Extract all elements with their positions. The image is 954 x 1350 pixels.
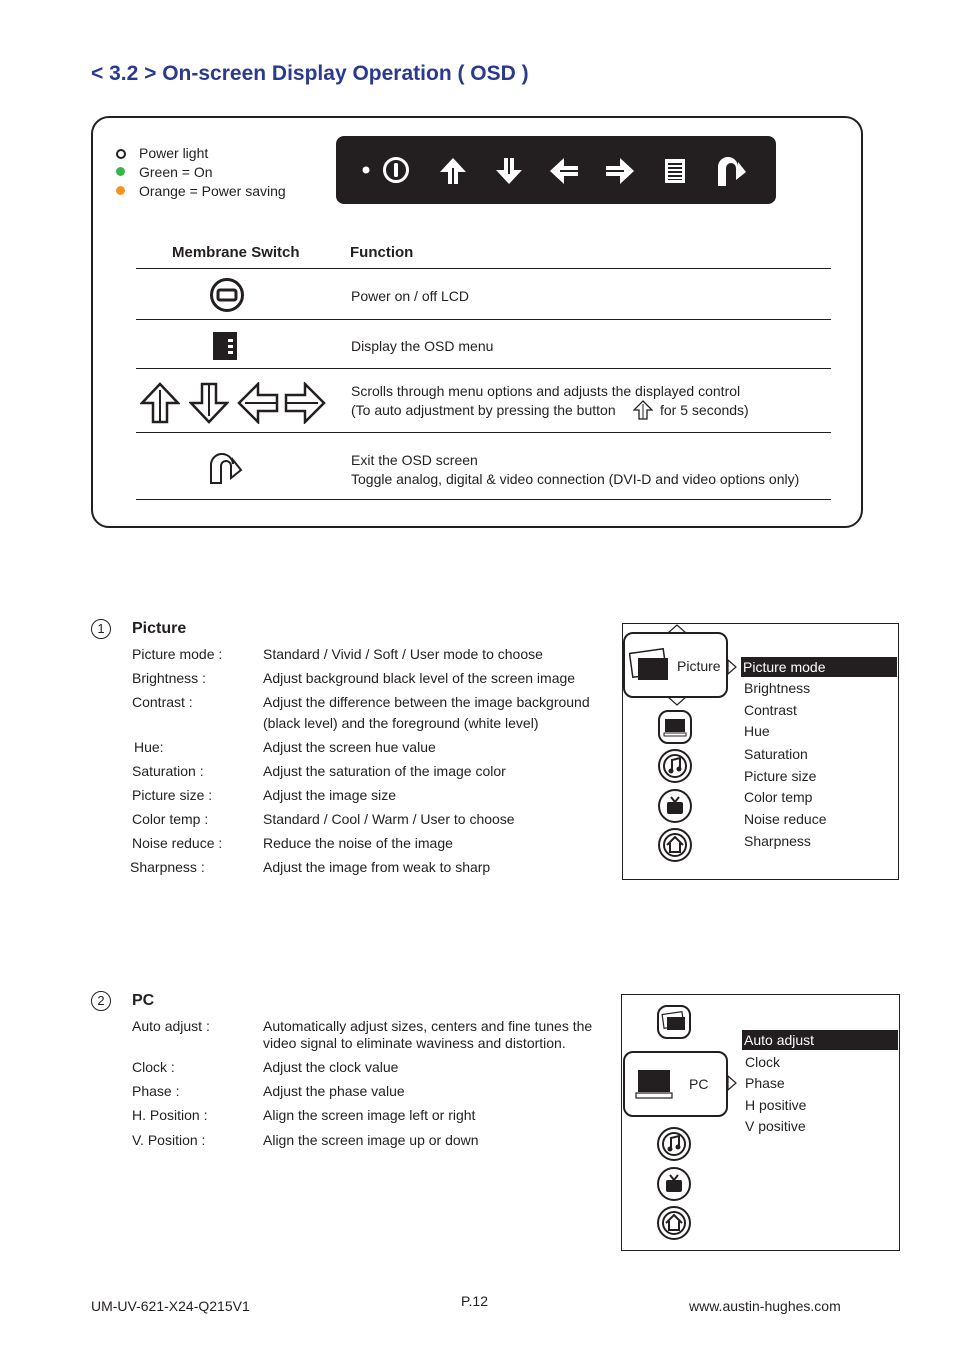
music-note-icon xyxy=(658,749,692,783)
picture-row-label: Contrast : xyxy=(132,694,193,710)
function-menu: Display the OSD menu xyxy=(351,338,494,354)
function-scroll: Scrolls through menu options and adjusts the displayed control xyxy=(351,383,741,399)
picture-row-label: Picture mode : xyxy=(132,646,223,662)
divider xyxy=(136,432,831,433)
monitor-icon xyxy=(633,1067,675,1101)
orange-dot-icon xyxy=(116,186,125,195)
home-icon xyxy=(657,1206,691,1240)
header-function: Function xyxy=(350,244,414,261)
picture-tab: Picture xyxy=(623,632,728,698)
pc-row-desc: Align the screen image left or right xyxy=(263,1107,476,1123)
menu-item[interactable]: Brightness xyxy=(744,680,811,696)
menu-item[interactable]: Clock xyxy=(745,1054,781,1070)
scroll-down-arrow-icon xyxy=(667,696,687,706)
divider xyxy=(136,319,831,320)
picture-row-label: Noise reduce : xyxy=(132,835,223,851)
menu-item[interactable]: Hue xyxy=(744,723,770,739)
chevron-right-icon xyxy=(727,1075,737,1091)
menu-item[interactable]: Picture size xyxy=(744,768,817,784)
power-switch-icon xyxy=(209,277,245,313)
left-button-icon[interactable] xyxy=(548,156,580,186)
picture-row-desc: Adjust the image from weak to sharp xyxy=(263,859,491,875)
music-note-icon xyxy=(657,1127,691,1161)
function-power: Power on / off LCD xyxy=(351,288,470,304)
menu-item[interactable]: Noise reduce xyxy=(744,811,827,827)
picture-row-label: Picture size : xyxy=(132,787,213,803)
picture-row-label: Brightness : xyxy=(132,670,206,686)
picture-row-desc: Adjust background black level of the screen image xyxy=(263,670,576,686)
picture-row-desc: Adjust the saturation of the image color xyxy=(263,763,506,779)
header-membrane-switch: Membrane Switch xyxy=(172,244,300,261)
picture-row-desc: Adjust the difference between the image background xyxy=(263,694,590,710)
picture-row-desc: Adjust the screen hue value xyxy=(263,739,436,755)
pc-row-desc: Adjust the clock value xyxy=(263,1059,399,1075)
function-scroll-note: (To auto adjustment by pressing the button xyxy=(351,402,616,418)
green-dot-icon xyxy=(116,167,125,176)
section-title-picture: Picture xyxy=(132,620,187,637)
pc-row-label: Phase : xyxy=(132,1083,180,1099)
picture-icon xyxy=(629,648,669,682)
menu-item[interactable]: Contrast xyxy=(744,702,797,718)
picture-row-label: Saturation : xyxy=(132,763,204,779)
function-toggle: Toggle analog, digital & video connection (DVI-D and video options only) xyxy=(351,471,800,487)
footer-doc-id: UM-UV-621-X24-Q215V1 xyxy=(91,1298,250,1314)
up-button-icon[interactable] xyxy=(438,156,468,186)
menu-item[interactable]: Saturation xyxy=(744,746,808,762)
picture-row-label: Sharpness : xyxy=(130,859,205,875)
menu-item[interactable]: Color temp xyxy=(744,789,813,805)
menu-item[interactable]: Phase xyxy=(745,1075,785,1091)
function-scroll-note-end: for 5 seconds) xyxy=(660,402,749,418)
page-title: < 3.2 > On-screen Display Operation ( OSD ) xyxy=(91,62,529,85)
legend-power-light: Power light xyxy=(139,145,209,161)
home-icon xyxy=(658,828,692,862)
legend-green: Green = On xyxy=(139,164,213,180)
right-switch-icon xyxy=(284,382,326,424)
menu-item[interactable]: V positive xyxy=(745,1118,806,1134)
monitor-icon xyxy=(658,710,692,744)
power-button-icon[interactable] xyxy=(382,156,410,184)
section-number: 1 xyxy=(91,619,111,639)
pc-row-desc: Adjust the phase value xyxy=(263,1083,405,1099)
pc-row-label: H. Position : xyxy=(132,1107,208,1123)
picture-icon xyxy=(657,1005,691,1039)
picture-row-label: Hue: xyxy=(134,739,164,755)
footer-page-number: P.12 xyxy=(461,1293,488,1309)
down-switch-icon xyxy=(189,382,229,424)
pc-row-desc: Automatically adjust sizes, centers and fine tunes the xyxy=(263,1018,593,1034)
pc-osd-menu xyxy=(621,994,900,1251)
right-button-icon[interactable] xyxy=(604,156,636,186)
legend-orange: Orange = Power saving xyxy=(139,183,286,199)
exit-switch-icon xyxy=(208,451,244,485)
pc-row-desc: Align the screen image up or down xyxy=(263,1132,479,1148)
left-switch-icon xyxy=(237,382,279,424)
divider xyxy=(136,368,831,369)
section-number: 2 xyxy=(91,991,111,1011)
pc-row-label: V. Position : xyxy=(132,1132,206,1148)
menu-button-icon[interactable] xyxy=(664,158,686,184)
tv-icon xyxy=(657,1167,691,1201)
exit-button-icon[interactable] xyxy=(714,154,748,188)
menu-item[interactable]: Auto adjust xyxy=(742,1030,898,1050)
picture-row-desc: Reduce the noise of the image xyxy=(263,835,453,851)
picture-row-desc: Standard / Vivid / Soft / User mode to choose xyxy=(263,646,543,662)
divider xyxy=(136,268,831,269)
pc-row-label: Auto adjust : xyxy=(132,1018,210,1034)
picture-row-label: Color temp : xyxy=(132,811,209,827)
up-switch-icon xyxy=(140,382,180,424)
footer-website: www.austin-hughes.com xyxy=(689,1298,841,1314)
menu-item[interactable]: Picture mode xyxy=(741,657,897,677)
picture-row-desc: Adjust the image size xyxy=(263,787,397,803)
menu-item[interactable]: H positive xyxy=(745,1097,807,1113)
down-button-icon[interactable] xyxy=(494,156,524,186)
pc-tab: PC xyxy=(623,1051,728,1117)
menu-switch-icon xyxy=(212,331,238,361)
function-exit: Exit the OSD screen xyxy=(351,452,478,468)
chevron-right-icon xyxy=(727,659,737,675)
divider xyxy=(136,499,831,500)
up-small-icon xyxy=(633,400,653,420)
pc-row-label: Clock : xyxy=(132,1059,175,1075)
power-led-icon xyxy=(362,166,370,174)
menu-item[interactable]: Sharpness xyxy=(744,833,811,849)
pc-row-desc: video signal to eliminate waviness and distortion. xyxy=(263,1035,566,1051)
picture-row-desc: Standard / Cool / Warm / User to choose xyxy=(263,811,515,827)
membrane-switch-panel xyxy=(336,136,776,204)
tv-icon xyxy=(658,789,692,823)
section-title-pc: PC xyxy=(132,992,155,1009)
power-light-indicator-icon xyxy=(116,149,126,159)
picture-osd-menu xyxy=(622,623,899,880)
picture-row-desc: (black level) and the foreground (white level) xyxy=(263,715,539,731)
